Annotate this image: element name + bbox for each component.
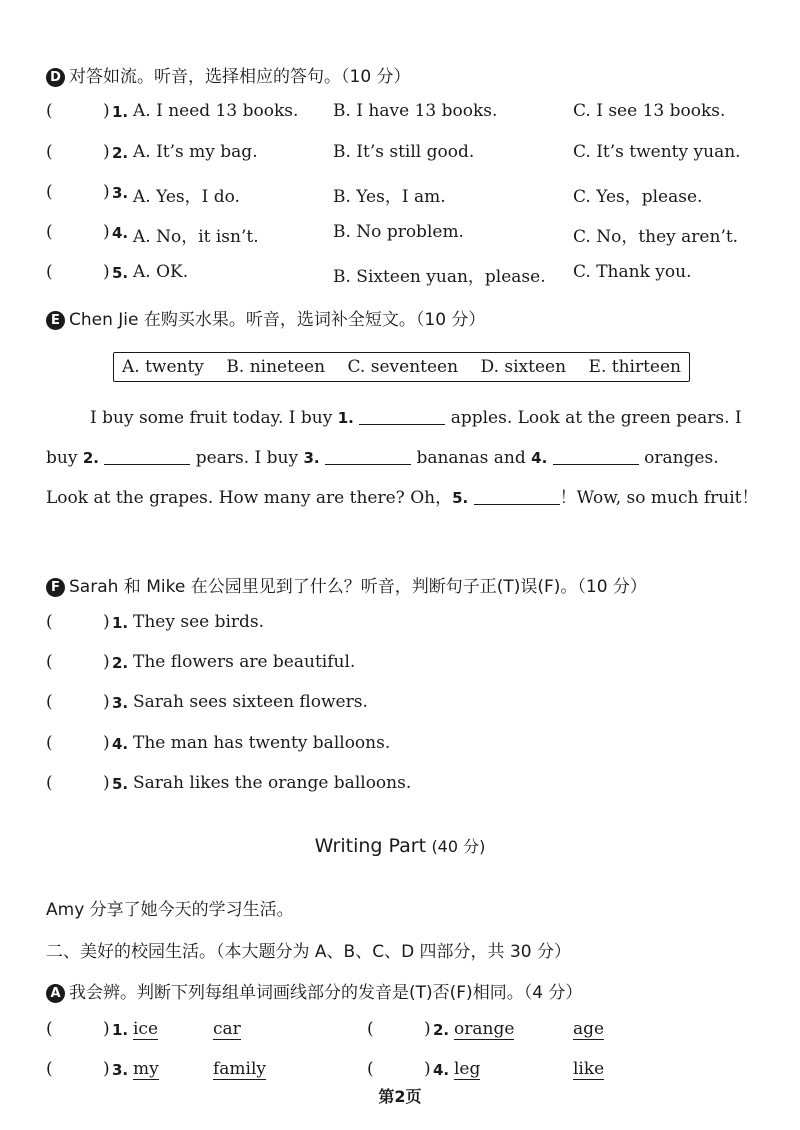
word-option: C. seventeen bbox=[347, 357, 459, 377]
item-number: 3. bbox=[112, 694, 129, 712]
section-a-title: 我会辨。判断下列每组单词画线部分的发音是(T)否(F)相同。（4 分） bbox=[69, 983, 583, 1003]
word-option: A. twenty bbox=[122, 357, 204, 377]
word-option: B. nineteen bbox=[226, 357, 326, 377]
answer-paren-close: ) bbox=[103, 1059, 110, 1079]
answer-paren-open[interactable]: ( bbox=[46, 1059, 53, 1079]
word-1 bbox=[454, 1059, 480, 1079]
word-bank bbox=[113, 352, 690, 382]
statement-text: The flowers are beautiful. bbox=[133, 652, 356, 672]
section-a-heading bbox=[46, 978, 582, 1003]
word-2 bbox=[573, 1059, 604, 1079]
underlined-word: orange bbox=[454, 1019, 515, 1039]
word-2 bbox=[213, 1059, 266, 1079]
writing-part-score: (40 分) bbox=[431, 837, 486, 856]
blank-number: 3. bbox=[303, 449, 320, 467]
underlined-word: my bbox=[133, 1059, 159, 1079]
section-d-heading bbox=[46, 62, 411, 87]
answer-paren-open[interactable]: ( bbox=[46, 733, 53, 753]
underlined-word: family bbox=[213, 1059, 267, 1079]
option-b: B. Sixteen yuan，please. bbox=[333, 267, 546, 287]
word-1 bbox=[133, 1019, 158, 1039]
blank-4-input[interactable] bbox=[553, 446, 639, 465]
underlined-word: leg bbox=[454, 1059, 481, 1079]
item-number: 2. bbox=[433, 1021, 450, 1039]
option-b: B. No problem. bbox=[333, 222, 464, 242]
item-number: 1. bbox=[112, 614, 129, 632]
answer-paren-open[interactable]: ( bbox=[367, 1059, 374, 1079]
underlined-word: like bbox=[573, 1059, 605, 1079]
question-number: 5. bbox=[112, 264, 129, 282]
passage-text: apples. Look at the green pears. I buy bbox=[46, 408, 742, 468]
passage-text: pears. I buy bbox=[190, 448, 304, 468]
answer-paren-open[interactable]: ( bbox=[46, 692, 53, 712]
item-number: 4. bbox=[433, 1061, 450, 1079]
word-1 bbox=[133, 1059, 159, 1079]
statement-text: Sarah likes the orange balloons. bbox=[133, 773, 412, 793]
answer-paren-open[interactable]: ( bbox=[46, 101, 53, 121]
writing-part-title: Writing Part bbox=[314, 835, 427, 857]
blank-5-input[interactable] bbox=[474, 486, 560, 505]
section-e-badge: E bbox=[46, 311, 65, 330]
section-f-badge: F bbox=[46, 578, 65, 597]
section-d-title: 对答如流。听音，选择相应的答句。（10 分） bbox=[69, 67, 411, 87]
statement-text: The man has twenty balloons. bbox=[133, 733, 391, 753]
question-number: 2. bbox=[112, 144, 129, 162]
statement-text: Sarah sees sixteen flowers. bbox=[133, 692, 368, 712]
section-e-heading bbox=[46, 305, 485, 330]
passage-text: bananas and bbox=[411, 448, 532, 468]
blank-number: 4. bbox=[531, 449, 548, 467]
answer-paren-open[interactable]: ( bbox=[46, 652, 53, 672]
page-number: 第2页 bbox=[378, 1087, 422, 1106]
item-number: 3. bbox=[112, 1061, 129, 1079]
option-b: B. Yes，I am. bbox=[333, 187, 446, 207]
section-d-badge: D bbox=[46, 68, 65, 87]
word-option: E. thirteen bbox=[588, 357, 681, 377]
passage-text: oranges. Look at the grapes. How many are there? Oh， bbox=[46, 448, 719, 508]
answer-paren-close: ) bbox=[103, 101, 110, 121]
underlined-word: car bbox=[213, 1019, 241, 1039]
cloze-passage bbox=[46, 398, 762, 518]
blank-number: 5. bbox=[452, 489, 469, 507]
item-number: 4. bbox=[112, 735, 129, 753]
word-2 bbox=[573, 1019, 604, 1039]
question-number: 1. bbox=[112, 103, 129, 121]
section-f-title: Sarah 和 Mike 在公园里见到了什么？听音，判断句子正(T)误(F)。（10 分） bbox=[69, 577, 647, 597]
answer-paren-close: ) bbox=[103, 1019, 110, 1039]
answer-paren-open[interactable]: ( bbox=[367, 1019, 374, 1039]
passage-text: ！Wow, so much fruit！ bbox=[559, 488, 759, 508]
option-a: A. OK. bbox=[133, 262, 189, 282]
option-c: C. No，they aren’t. bbox=[573, 227, 739, 247]
answer-paren-close: ) bbox=[103, 262, 110, 282]
answer-paren-open[interactable]: ( bbox=[46, 612, 53, 632]
option-c: C. Yes，please. bbox=[573, 187, 703, 207]
passage-text: I buy some fruit today. I buy bbox=[90, 408, 338, 428]
blank-number: 1. bbox=[337, 409, 354, 427]
answer-paren-close: ) bbox=[103, 733, 110, 753]
option-a: A. I need 13 books. bbox=[133, 101, 299, 121]
option-c: C. It’s twenty yuan. bbox=[573, 142, 741, 162]
question-number: 4. bbox=[112, 224, 129, 242]
answer-paren-close: ) bbox=[424, 1059, 431, 1079]
option-a: A. No，it isn’t. bbox=[133, 227, 259, 247]
underlined-word: ice bbox=[133, 1019, 159, 1039]
answer-paren-open[interactable]: ( bbox=[46, 1019, 53, 1039]
item-number: 2. bbox=[112, 654, 129, 672]
blank-2-input[interactable] bbox=[104, 446, 190, 465]
section-f-heading bbox=[46, 572, 647, 597]
option-a: A. Yes，I do. bbox=[133, 187, 240, 207]
word-2 bbox=[213, 1019, 241, 1039]
answer-paren-close: ) bbox=[103, 773, 110, 793]
option-c: C. I see 13 books. bbox=[573, 101, 726, 121]
answer-paren-open[interactable]: ( bbox=[46, 142, 53, 162]
option-b: B. It’s still good. bbox=[333, 142, 475, 162]
question-number: 3. bbox=[112, 184, 129, 202]
word-1 bbox=[454, 1019, 514, 1039]
item-number: 5. bbox=[112, 775, 129, 793]
section-a-badge: A bbox=[46, 984, 65, 1003]
answer-paren-close: ) bbox=[103, 222, 110, 242]
writing-intro: Amy 分享了她今天的学习生活。 bbox=[46, 900, 294, 920]
answer-paren-close: ) bbox=[103, 692, 110, 712]
item-number: 1. bbox=[112, 1021, 129, 1039]
answer-paren-open[interactable]: ( bbox=[46, 773, 53, 793]
answer-paren-close: ) bbox=[103, 652, 110, 672]
blank-3-input[interactable] bbox=[325, 446, 411, 465]
blank-number: 2. bbox=[82, 449, 99, 467]
section-e-title: Chen Jie 在购买水果。听音，选词补全短文。（10 分） bbox=[69, 310, 486, 330]
statement-text: They see birds. bbox=[133, 612, 265, 632]
answer-paren-close: ) bbox=[103, 612, 110, 632]
answer-paren-open[interactable]: ( bbox=[46, 262, 53, 282]
part-two-heading: 二、美好的校园生活。（本大题分为 A、B、C、D 四部分，共 30 分） bbox=[46, 942, 571, 962]
word-option: D. sixteen bbox=[480, 357, 567, 377]
answer-paren-open[interactable]: ( bbox=[46, 222, 53, 242]
option-a: A. It’s my bag. bbox=[133, 142, 258, 162]
underlined-word: age bbox=[573, 1019, 605, 1039]
option-c: C. Thank you. bbox=[573, 262, 692, 282]
option-b: B. I have 13 books. bbox=[333, 101, 498, 121]
answer-paren-close: ) bbox=[103, 142, 110, 162]
writing-part-heading bbox=[0, 834, 800, 857]
answer-paren-close: ) bbox=[103, 182, 110, 202]
answer-paren-close: ) bbox=[424, 1019, 431, 1039]
blank-1-input[interactable] bbox=[359, 406, 445, 425]
answer-paren-open[interactable]: ( bbox=[46, 182, 53, 202]
